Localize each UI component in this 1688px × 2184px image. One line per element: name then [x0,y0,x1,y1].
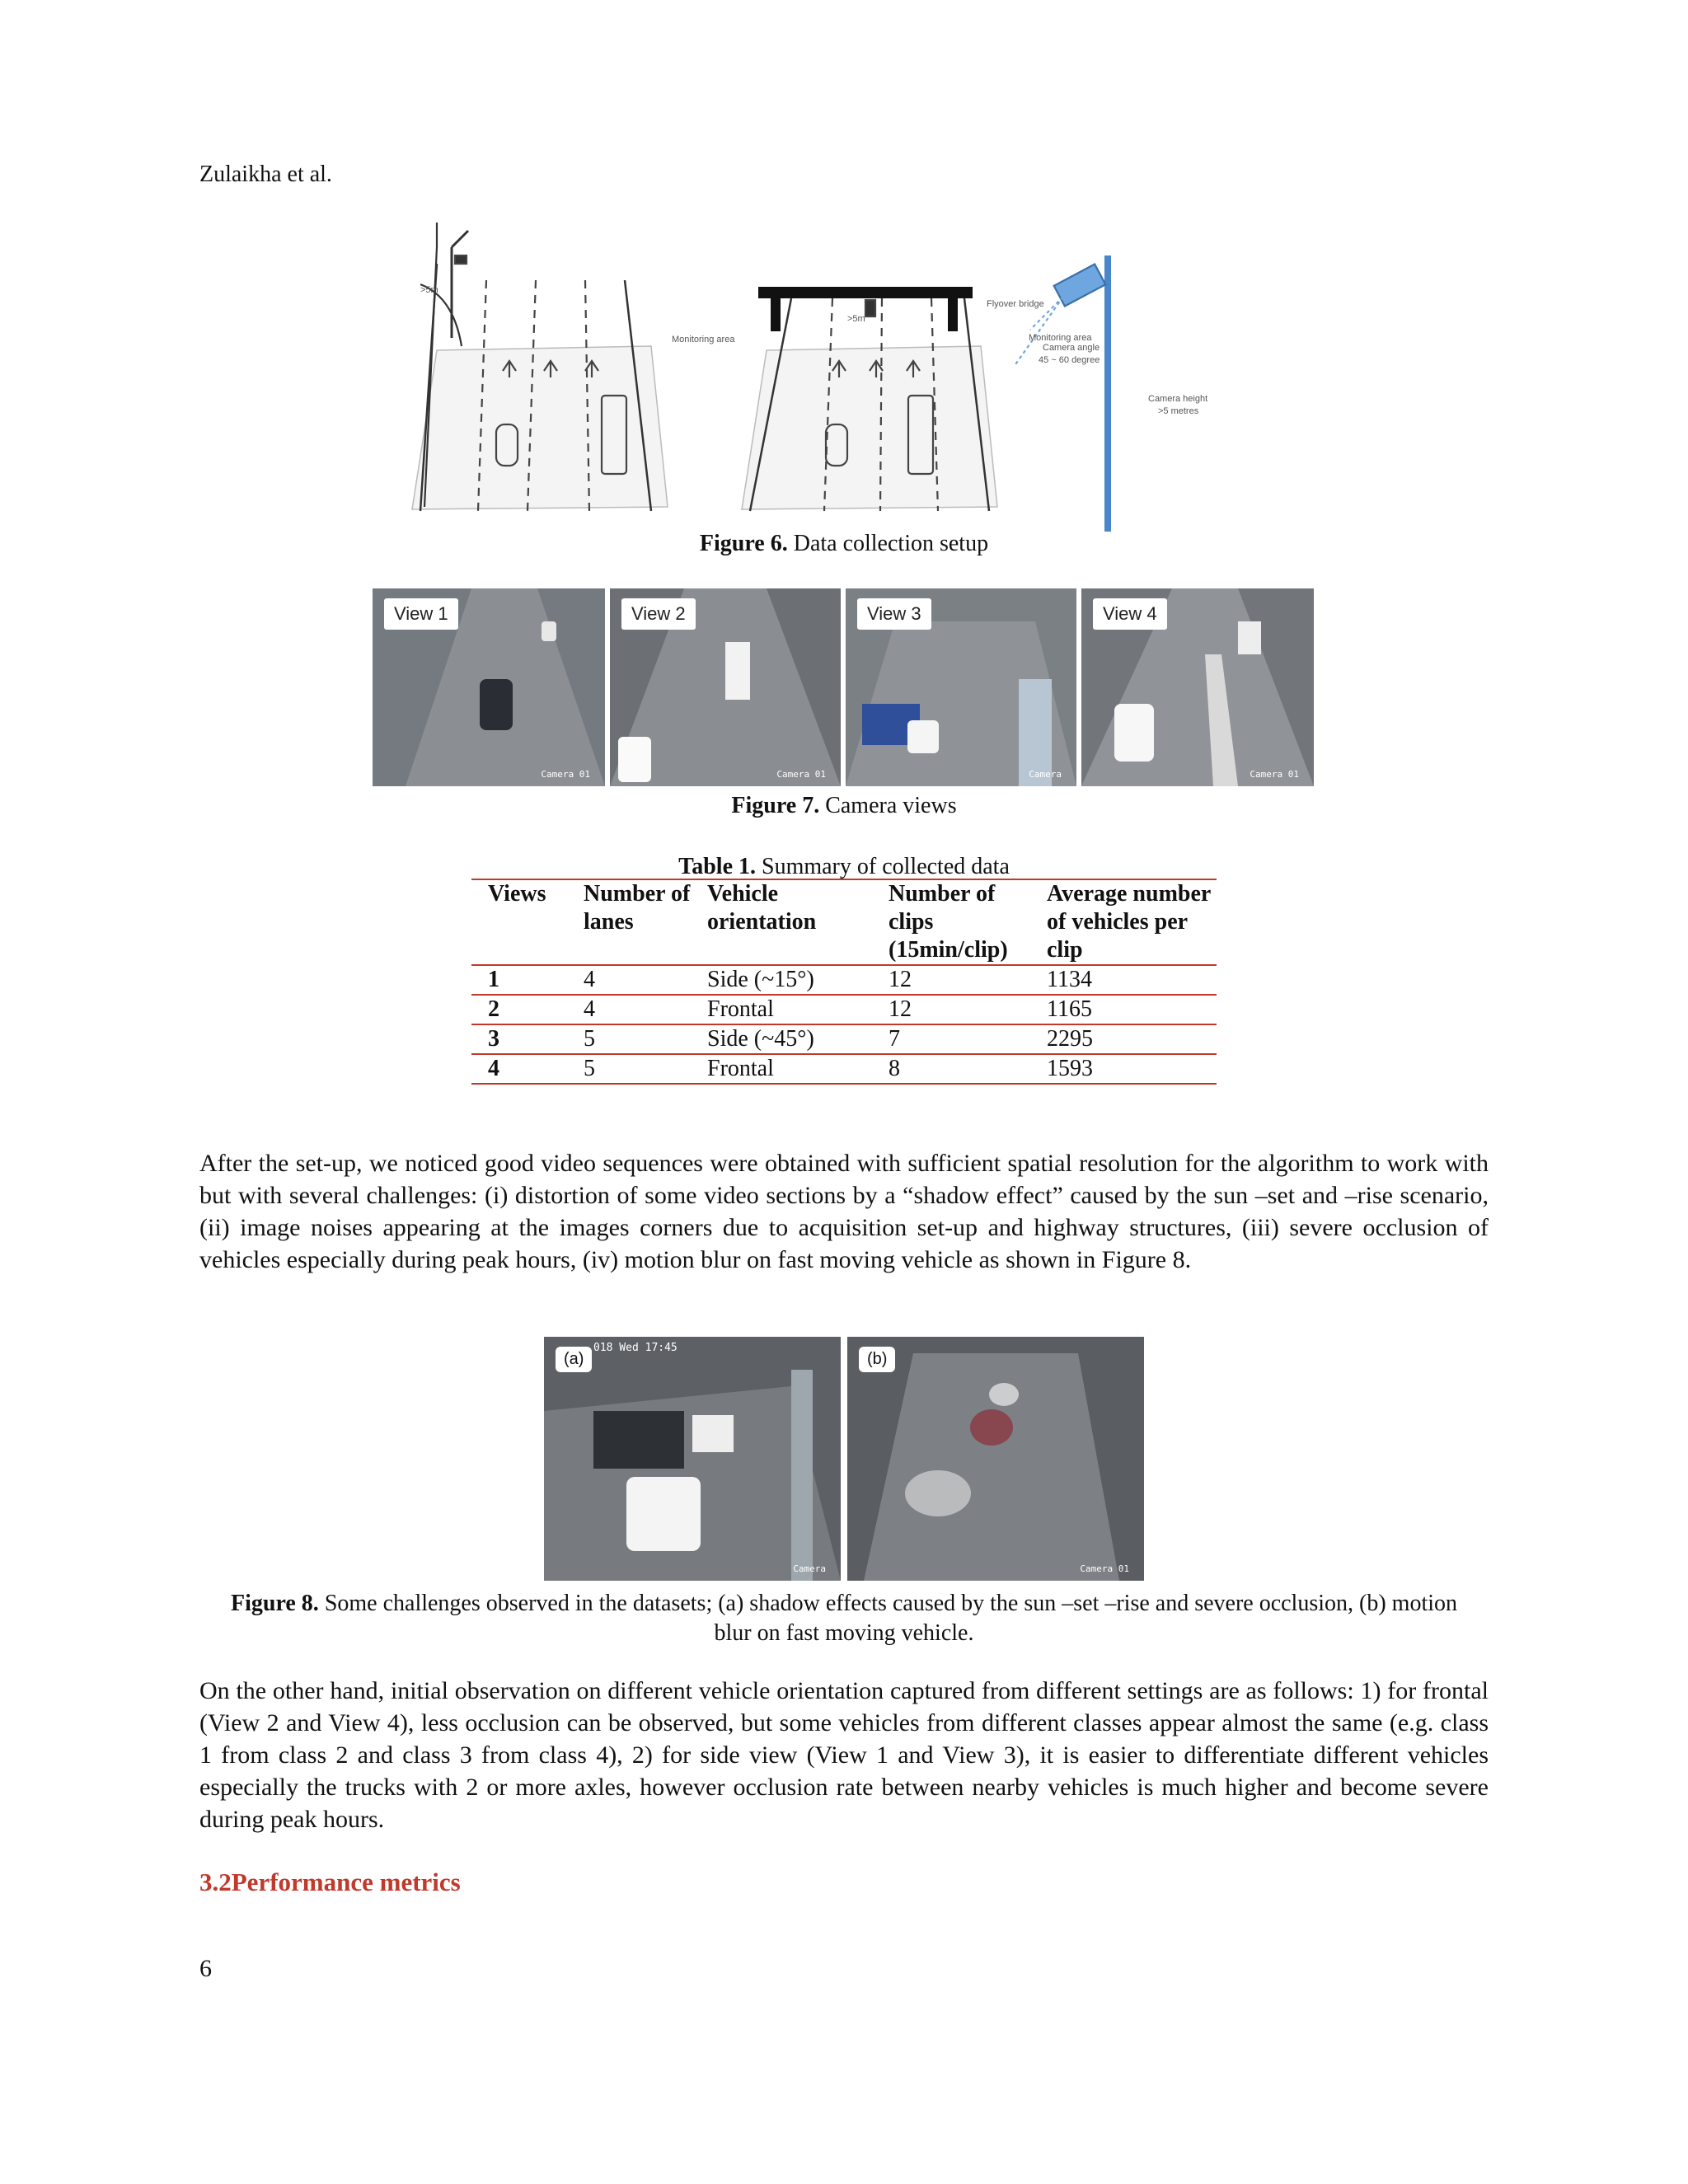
view-2-label: View 2 [621,598,696,630]
col-header-orientation: Vehicle orientation [707,881,817,935]
table-cell: 2 [488,996,499,1022]
svg-text:Camera height: Camera height [1148,394,1208,404]
panel-a-camera-overlay: Camera [793,1563,826,1574]
section-heading: 3.2Performance metrics [199,1868,461,1896]
figure-8-images [544,1337,1144,1581]
svg-text:>5m: >5m [847,314,865,324]
table-cell: 2295 [1047,1026,1093,1052]
table-cell: Side (~15°) [707,967,814,992]
body-paragraph-1: After the set-up, we noticed good video sequences were obtained with sufficient spatial resolution for the algorithm to work with but with several challenges: (i) distortion of some video sections by a “shadow effect” caused by the sun –set and –rise scenario, (ii) image noises appearing at the images corners due to acquisition set-up and highway structures, (iii) severe occlusion of vehicles especially during peak hours, (iv) motion blur on fast moving vehicle as shown in Figure 8. [199,1150,1489,1273]
view-3-label: View 3 [857,598,931,630]
col-header-average: Average number of vehicles per clip [1047,881,1211,963]
table-cell: 3 [488,1026,499,1052]
figure-8-panel-b [847,1337,1144,1581]
table-1-title: Table 1. Summary of collected data [678,854,1010,879]
table-1 [471,879,1217,1085]
camera-view-1 [373,588,605,786]
panel-a-timestamp: 018 Wed 17:45 [593,1342,678,1354]
svg-text:Monitoring area: Monitoring area [672,335,735,344]
svg-text:>5m: >5m [420,285,438,295]
table-cell: 4 [584,967,595,992]
view-4-camera-overlay: Camera 01 [1250,769,1299,780]
figure-6-diagram [404,223,1294,532]
table-cell: 1134 [1047,967,1092,992]
table-cell: 1165 [1047,996,1092,1022]
figure-6-caption: Figure 6. Data collection setup [699,531,989,556]
view-3-camera-overlay: Camera [1029,769,1062,780]
panel-a-label: (a) [556,1347,592,1372]
svg-text:45 ~ 60 degree: 45 ~ 60 degree [1039,355,1100,365]
view-2-camera-overlay: Camera 01 [776,769,826,780]
table-cell: Side (~45°) [707,1026,814,1052]
camera-view-3 [846,588,1076,786]
svg-text:Flyover bridge: Flyover bridge [987,299,1044,309]
table-cell: 12 [889,996,912,1022]
table-cell: 7 [889,1026,900,1052]
running-head: Zulaikha et al. [199,162,332,187]
camera-view-4 [1081,588,1314,786]
table-cell: 12 [889,967,912,992]
panel-b-label: (b) [859,1347,895,1372]
table-cell: 5 [584,1026,595,1052]
table-row [471,1054,1217,1084]
table-cell: 4 [488,1056,499,1081]
view-4-label: View 4 [1093,598,1167,630]
col-header-lanes: Number of lanes [584,881,691,935]
table-cell: 8 [889,1056,900,1081]
body-paragraph-2: On the other hand, initial observation on different vehicle orientation captured from different settings are as follows: 1) for frontal (View 2 and View 4), less occlusion can be observed, but some vehicles from different classes appear almost the same (e.g. class 1 from class 2 and class 3 from class 4), 2) for side view (View 1 and View 3), it is easier to differentiate different vehicles especially the trucks with 2 or more axles, however occlusion rate between nearby vehicles is much higher and become severe during peak hours. [199,1677,1489,1833]
col-header-views: Views [488,881,546,907]
view-1-camera-overlay: Camera 01 [541,769,590,780]
page-number: 6 [199,1955,212,1982]
svg-text:Monitoring area: Monitoring area [1029,333,1092,343]
table-cell: Frontal [707,996,774,1022]
figure-7-caption: Figure 7. Camera views [731,793,957,818]
table-cell: 5 [584,1056,595,1081]
table-header-row [471,879,1217,965]
svg-text:Camera angle: Camera angle [1043,343,1100,353]
figure-7-camera-views [373,588,1314,786]
table-row [471,1024,1217,1054]
svg-text:>5 metres: >5 metres [1158,406,1199,416]
table-cell: 1 [488,967,499,992]
panel-b-camera-overlay: Camera 01 [1080,1563,1129,1574]
col-header-clips: Number of clips (15min/clip) [889,881,1008,963]
camera-view-2 [610,588,841,786]
figure-8-panel-a [544,1337,841,1581]
table-row [471,965,1217,995]
figure-8-caption: Figure 8. Some challenges observed in the datasets; (a) shadow effects caused by the sun –set –rise and severe occlusion, (b) motion blur on fast moving vehicle. [231,1591,1457,1646]
view-1-label: View 1 [384,598,458,630]
table-row [471,995,1217,1024]
table-cell: Frontal [707,1056,774,1081]
table-cell: 1593 [1047,1056,1093,1081]
table-cell: 4 [584,996,595,1022]
